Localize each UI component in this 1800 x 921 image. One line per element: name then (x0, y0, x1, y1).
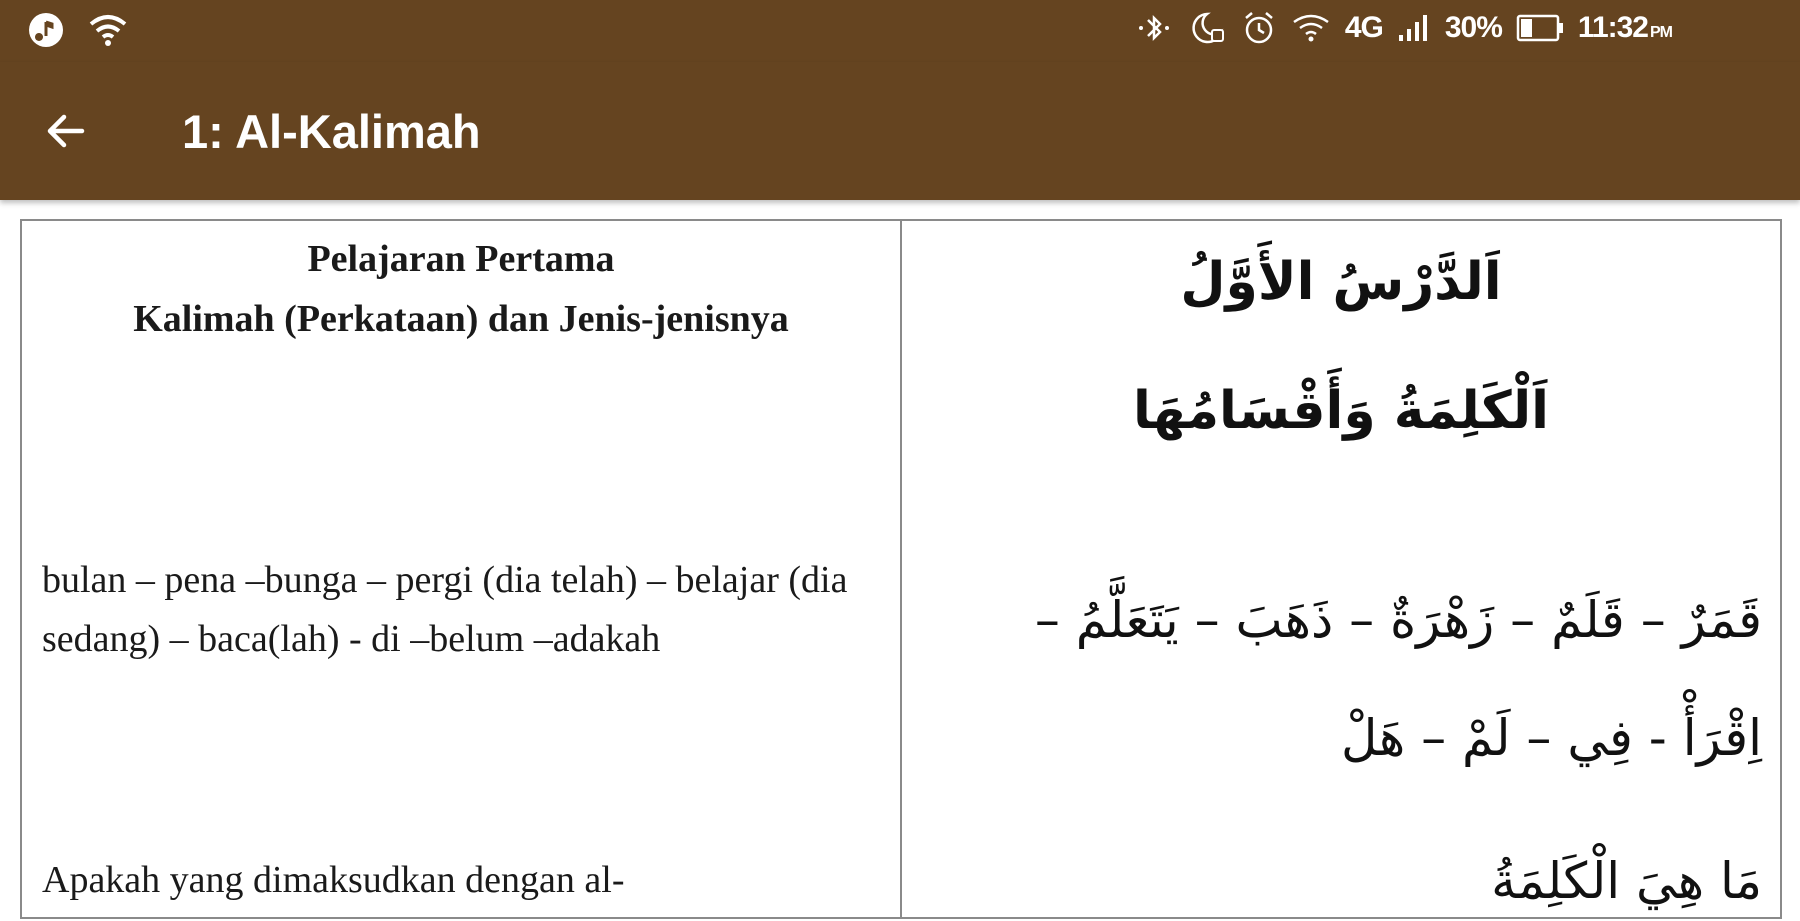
battery-percent: 30% (1444, 11, 1502, 44)
back-button[interactable] (40, 106, 90, 156)
music-icon (26, 10, 66, 54)
app-bar (0, 62, 1800, 200)
battery-icon (1516, 13, 1564, 43)
lesson-title (22, 229, 900, 349)
status-bar (0, 0, 1800, 62)
arabic-question-text: مَا هِيَ الْكَلِمَةُ (1491, 852, 1762, 910)
lesson-table (20, 219, 1782, 919)
arabic-title: اَلدَّرْسُ الأَوَّلُ (1180, 252, 1502, 312)
network-type: 4G (1344, 11, 1383, 44)
lesson-title-line1: Pelajaran Pertama (307, 238, 615, 280)
arabic-body-text: قَمَرٌ – قَلَمٌ – زَهْرَةٌ – ذَهَبَ – يَتَعَلَّمُ – اِقْرَأْ - فِي – لَمْ – هَلْ (1034, 591, 1762, 767)
page-title: 1: Al-Kalimah (182, 105, 481, 158)
back-arrow-icon[interactable] (42, 108, 88, 154)
wifi-data-icon (1291, 12, 1331, 44)
arabic-subtitle: اَلْكَلِمَةُ وَأَقْسَامُهَا (1133, 381, 1549, 441)
lesson-title-line2: Kalimah (Perkataan) dan Jenis-jenisnya (133, 298, 789, 340)
signal-icon (1397, 13, 1431, 43)
status-left-icons (26, 10, 128, 54)
do-not-disturb-moon-icon (1187, 10, 1227, 46)
arabic-column (902, 221, 1780, 917)
wifi-icon (88, 12, 128, 52)
lesson-body-text: bulan – pena –bunga – pergi (dia telah) – belajar (dia sedang) – baca(lah) - di –belum –adakah (42, 559, 848, 660)
lesson-question-text: Apakah yang dimaksudkan dengan al- (42, 859, 625, 901)
alarm-icon (1241, 10, 1277, 46)
translation-column (22, 221, 902, 917)
bluetooth-icon (1135, 11, 1173, 45)
status-right-icons (1135, 10, 1672, 46)
clock-time: 11:32 PM (1577, 11, 1672, 44)
